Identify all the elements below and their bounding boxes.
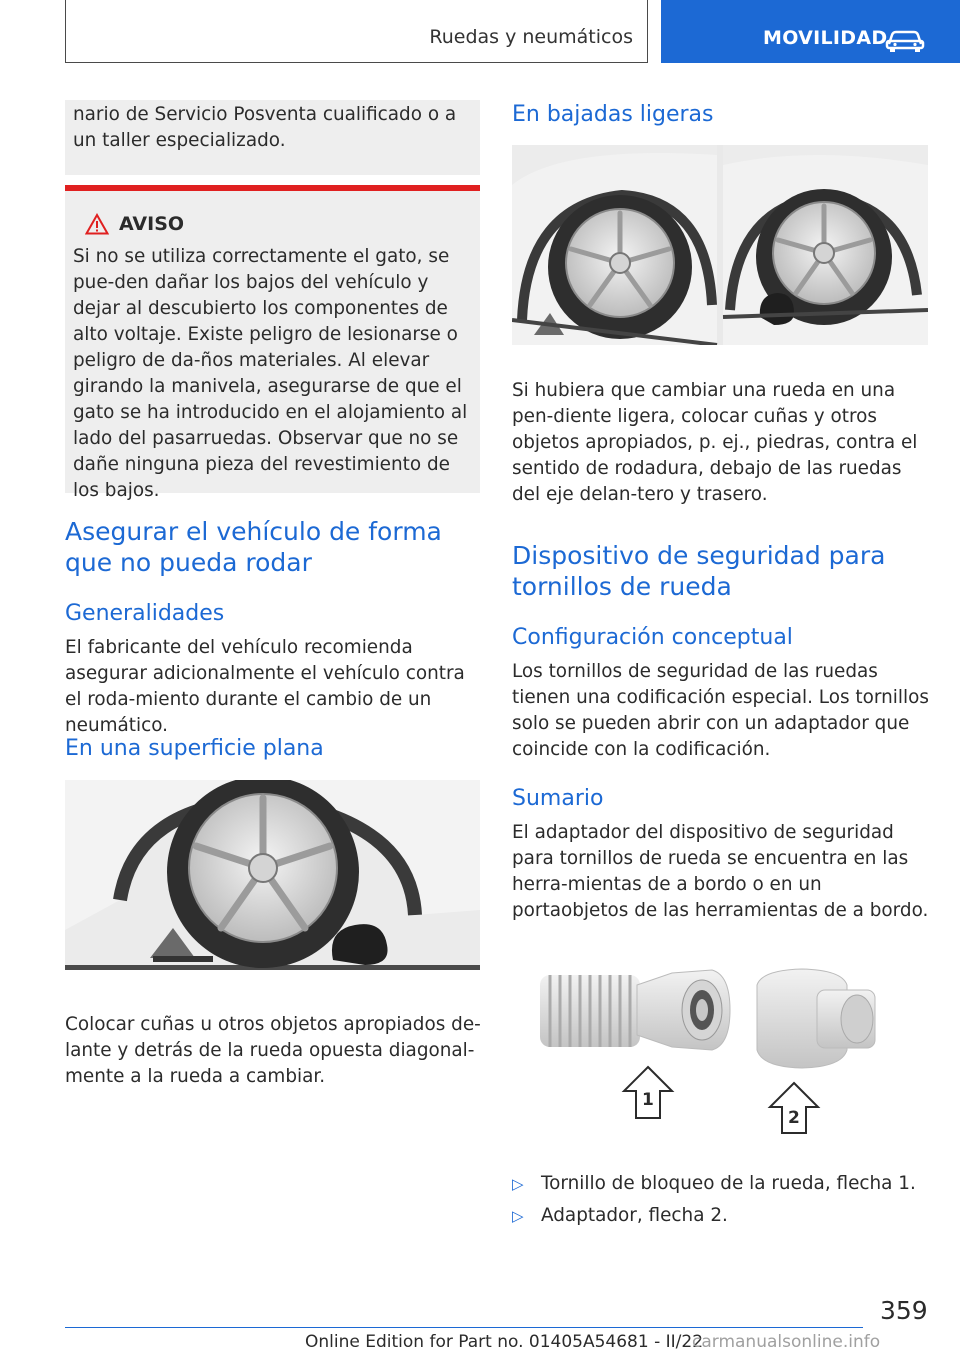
warning-text: Si no se utiliza correctamente el gato, se pue‐den dañar los bajos del vehículo y dejar al descubierto los componentes de alto voltaje. Existe peligro de lesionarse o peligro de da‐ños materiales. Al elevar girando la manivela, asegurarse de que el gato se ha introducido en el alojamiento al lado del pasarruedas. Observar que no se dañe ninguna pieza del revestimiento de los bajos. <box>73 246 468 501</box>
warning-box <box>65 191 480 501</box>
header-chapter-tab <box>661 0 960 63</box>
car-icon <box>885 26 925 54</box>
header-section-box <box>65 0 648 63</box>
general-text: El fabricante del vehículo recomienda asegurar adicionalmente el vehículo contra el roda‐miento durante el cambio de un neumático. <box>65 637 465 736</box>
header-chapter-title: MOVILIDAD <box>763 27 888 49</box>
list-item-text: Tornillo de bloqueo de la rueda, flecha 1. <box>541 1173 916 1194</box>
heading-summary: Sumario <box>512 786 604 811</box>
page-number: 359 <box>880 1296 928 1325</box>
heading-slope: En bajadas ligeras <box>512 102 714 127</box>
bullet-triangle-icon: ▷ <box>512 1175 524 1193</box>
summary-text: El adaptador del dispositivo de seguridad para tornillos de rueda se encuentra en las herra‐mientas de a bordo o en un portaobjetos de las herramientas de a bordo. <box>512 822 929 921</box>
slope-text: Si hubiera que cambiar una rueda en una pen‐diente ligera, colocar cuñas y otros objetos apropiados, p. ej., piedras, contra el sentido de rodadura, debajo de las ruedas del eje delan‐tero y trasero. <box>512 380 918 505</box>
continuation-text: nario de Servicio Posventa cualificado o a un taller especializado. <box>73 104 457 151</box>
section-title-secure: Asegurar el vehículo de forma que no pueda rodar <box>65 517 442 577</box>
section-title-lock-bolts: Dispositivo de seguridad para tornillos de rueda <box>512 541 886 601</box>
header-section-title: Ruedas y neumáticos <box>429 26 633 48</box>
continuation-box <box>65 100 480 175</box>
warning-title: AVISO <box>119 213 185 235</box>
heading-generalidades: Generalidades <box>65 601 225 626</box>
list-item-text: Adaptador, flecha 2. <box>541 1205 728 1226</box>
figure-label-1: 1 <box>642 1090 654 1110</box>
concept-text: Los tornillos de seguridad de las ruedas tienen una codificación especial. Los tornillos solo se pueden abrir con un adaptador que coincide con la codificación. <box>512 661 929 760</box>
warning-triangle-icon <box>85 213 109 235</box>
slope-figure <box>512 145 928 345</box>
flat-surface-figure <box>65 780 480 970</box>
bullet-triangle-icon: ▷ <box>512 1207 524 1225</box>
footer-divider <box>65 1327 863 1328</box>
lock-bolt-figure <box>512 955 928 1140</box>
edition-text: Online Edition for Part no. 01405A54681 - II/22 <box>305 1332 704 1352</box>
heading-concept: Configuración conceptual <box>512 625 793 650</box>
watermark-text: carmanualsonline.info <box>692 1332 881 1352</box>
figure-label-2: 2 <box>788 1108 800 1128</box>
heading-flat-surface: En una superficie plana <box>65 736 324 761</box>
flat-caption: Colocar cuñas u otros objetos apropiados de‐lante y detrás de la rueda opuesta diagonal‐mente a la rueda a cambiar. <box>65 1014 481 1087</box>
